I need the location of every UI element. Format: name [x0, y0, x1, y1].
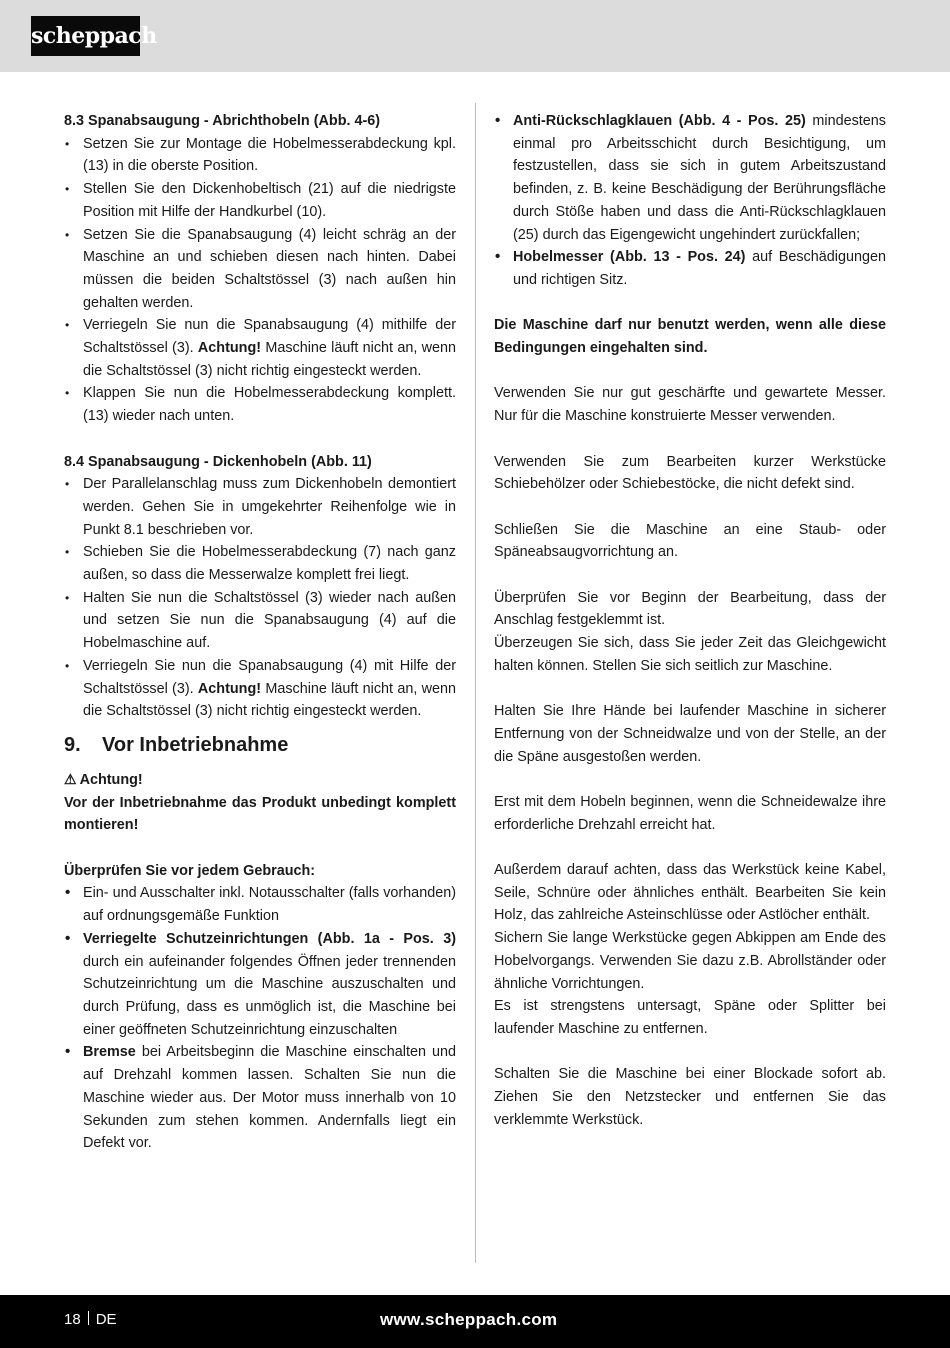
list-item [64, 655, 456, 723]
list-item [64, 928, 456, 1042]
item-text: Verriegeln Sie nun die Spanabsaugung (4) mit Hilfe der Schaltstössel (3). [83, 657, 456, 697]
paragraph: Es ist strengstens untersagt, Späne oder Splitter bei laufender Maschine zu entfernen. [494, 998, 886, 1037]
list-item: • Klappen Sie nun die Hobelmesserabdeckung komplett. (13) wieder nach unten. [64, 382, 456, 427]
list-item [64, 1041, 456, 1155]
page-header [0, 0, 950, 72]
separator [88, 1311, 89, 1325]
list-item: • Stellen Sie den Dickenhobeltisch (21) auf die niedrigste Position mit Hilfe der Handkurbel (10). [64, 178, 456, 223]
item-text: Verriegeln Sie nun die Spanabsaugung (4) mithilfe der Schaltstössel (3). [83, 317, 456, 357]
achtung-label: Achtung! [197, 340, 262, 357]
page-footer [0, 1295, 950, 1348]
paragraph: Schließen Sie die Maschine an eine Staub- oder Späneabsaugvorrichtung an. [494, 521, 886, 561]
list-item: • Halten Sie nun die Schaltstössel (3) wieder nach außen und setzen Sie nun die Spanabsaugung (4) auf die Hobelmaschine auf. [64, 587, 456, 655]
website-link[interactable]: www.scheppach.com [380, 1310, 558, 1329]
section-8-4-title: 8.4 Spanabsaugung - Dickenhobeln (Abb. 11) [64, 453, 372, 470]
paragraph: Erst mit dem Hobeln beginnen, wenn die Schneidewalze ihre erforderliche Drehzahl erreicht hat. [494, 793, 886, 833]
right-column [494, 110, 886, 1132]
warning-triangle-icon: ⚠ [64, 770, 77, 787]
warning-text: Vor der Inbetriebnahme das Produkt unbedingt komplett montieren! [64, 794, 456, 834]
item-text: Maschine läuft nicht an, wenn die Schaltstössel (3) nicht richtig eingesteckt werden. [83, 340, 456, 379]
item-bold: Hobelmesser (Abb. 13 - Pos. 24) [513, 249, 746, 266]
list-item: • Setzen Sie zur Montage die Hobelmesserabdeckung kpl. (13) in die oberste Position. [64, 133, 456, 178]
scheppach-logo: scheppach [31, 16, 140, 56]
section-8-4-list [64, 473, 456, 723]
paragraph: Überprüfen Sie vor Beginn der Bearbeitung, dass der Anschlag festgeklemmt ist. [494, 589, 886, 629]
list-item [494, 110, 886, 246]
section-9-number: 9. [64, 733, 81, 756]
item-text: auf Beschädigungen und richtigen Sitz. [513, 249, 886, 288]
item-text: Maschine läuft nicht an, wenn die Schaltstössel (3) nicht richtig eingesteckt werden. [83, 680, 456, 720]
paragraph: Verwenden Sie zum Bearbeiten kurzer Werkstücke Schiebehölzer oder Schiebestöcke, die nicht defekt sind. [494, 453, 886, 493]
item-bold: Verriegelte Schutzeinrichtungen (Abb. 1a - Pos. 3) [83, 930, 456, 947]
paragraph: Halten Sie Ihre Hände bei laufender Maschine in sicherer Entfernung von der Schneidwalze und von der Stelle, an der die Späne ausgestoßen werden. [494, 703, 886, 765]
paragraph: Verwenden Sie nur gut geschärfte und gewartete Messer. Nur für die Maschine konstruierte Messer verwenden. [494, 385, 886, 425]
section-8-3-list [64, 133, 456, 428]
warning-label-text: Achtung! [79, 771, 143, 788]
paragraph: Schalten Sie die Maschine bei einer Blockade sofort ab. Ziehen Sie den Netzstecker und entfernen Sie das verklemmte Werkstück. [494, 1066, 886, 1128]
list-item: • Ein- und Ausschalter inkl. Notausschalter (falls vorhanden) auf ordnungsgemäße Funktion [64, 882, 456, 927]
check-title: Überprüfen Sie vor jedem Gebrauch: [64, 862, 316, 879]
paragraph: Sichern Sie lange Werkstücke gegen Abkippen am Ende des Hobelvorgangs. Verwenden Sie dazu z.B. Abrollständer oder ähnliche Vorrichtungen. [494, 930, 886, 992]
item-text: bei Arbeitsbeginn die Maschine einschalten und auf Drehzahl kommen lassen. Schalten Sie nun die Maschine wieder aus. Der Motor muss innerhalb von 10 Sekunden zum stehen kommen. Andernfalls liegt ein Defekt vor. [83, 1044, 456, 1152]
list-item: • Setzen Sie die Spanabsaugung (4) leicht schräg an der Maschine an und schieben diesen nach hinten. Dabei müssen die beiden Schaltstössel (3) nach außen hin gehalten werden. [64, 224, 456, 315]
achtung-label: Achtung! [197, 680, 262, 697]
item-text: durch ein aufeinander folgendes Öffnen jeder trennenden Schutzeinrichtung um die Maschine auszuschalten und durch Prüfung, dass es unmöglich ist, die Maschine bei einer geöffneten Schutzeinrichtung einzuschalten [83, 953, 456, 1038]
list-item: • Der Parallelanschlag muss zum Dickenhobeln demontiert werden. Gehen Sie in umgekehrter Reihenfolge wie in Punkt 8.1 beschrieben vor. [64, 473, 456, 541]
list-item: • Schieben Sie die Hobelmesserabdeckung (7) nach ganz außen, so dass die Messerwalze komplett frei liegt. [64, 541, 456, 586]
list-item [64, 314, 456, 382]
conditions-note: Die Maschine darf nur benutzt werden, wenn alle diese Bedingungen eingehalten sind. [494, 317, 886, 357]
item-bold: Bremse [83, 1044, 136, 1061]
column-divider [475, 103, 476, 1263]
page-number-block [64, 1311, 117, 1328]
paragraph: Überzeugen Sie sich, dass Sie jeder Zeit das Gleichgewicht halten können. Stellen Sie sich seitlich zur Maschine. [494, 635, 886, 674]
section-9-title: Vor Inbetriebnahme [102, 733, 289, 756]
warning-label [64, 768, 456, 792]
page-number: 18 [64, 1311, 81, 1328]
paragraph: Außerdem darauf achten, dass das Werkstück keine Kabel, Seile, Schnüre oder ähnliches enthält. Bearbeiten Sie kein Holz, das zahlreiche Asteinschlüsse oder Astlöcher enthält. [494, 862, 886, 924]
item-text: mindestens einmal pro Arbeitsschicht durch Besichtigung, um festzustellen, dass sie sich in gutem Arbeitszustand befinden, z. B. keine Beschädigung der Berührungsfläche durch Stöße haben und dass die Anti-Rückschlagklauen (25) durch das Eigengewicht ungehindert zurückfallen; [513, 113, 887, 243]
language-code: DE [95, 1311, 117, 1328]
check-list-continued [494, 110, 886, 292]
section-9-heading [64, 723, 456, 768]
item-bold: Anti-Rückschlagklauen (Abb. 4 - Pos. 25) [513, 113, 806, 129]
section-8-3-title: 8.3 Spanabsaugung - Abrichthobeln (Abb. 4-6) [64, 113, 381, 129]
check-list [64, 882, 456, 1154]
left-column [64, 110, 456, 1155]
list-item [494, 246, 886, 291]
